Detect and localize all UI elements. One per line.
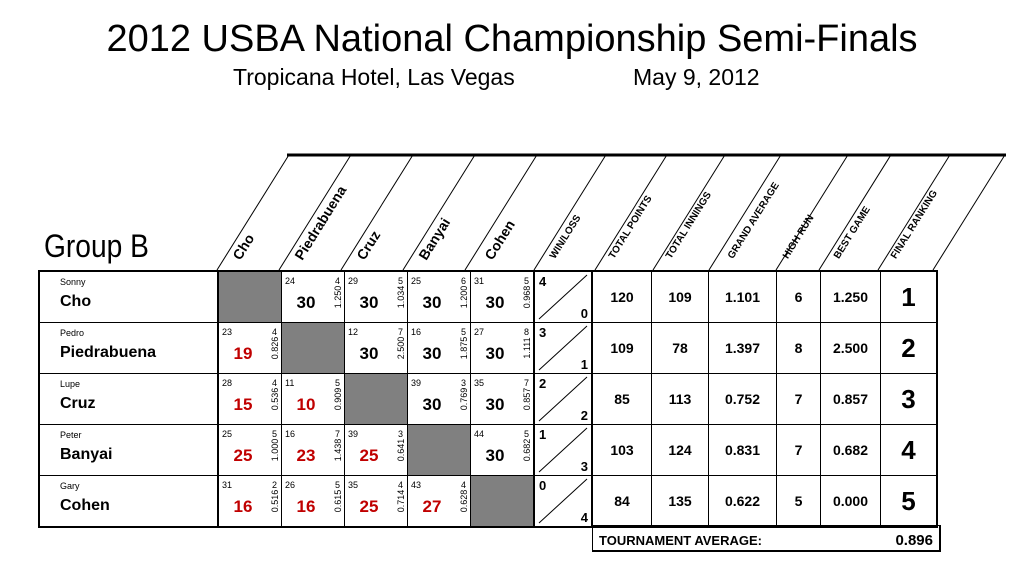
innings: 4: [397, 480, 403, 490]
innings: 5: [334, 378, 340, 388]
best-game: 1.250: [821, 271, 881, 323]
game-score: 23: [296, 446, 316, 465]
player-name-cell: [39, 425, 218, 476]
game-cell: [218, 323, 282, 374]
game-cell: [282, 476, 345, 528]
innings: 7: [397, 327, 403, 337]
game-average: 0.769: [459, 387, 469, 411]
opponent-score: 44: [474, 429, 485, 439]
column-header-player: Cohen: [480, 217, 518, 263]
wins: 1: [539, 427, 547, 442]
game-cell: [345, 323, 408, 374]
innings: 5: [334, 480, 340, 490]
player-last-name: Banyai: [60, 446, 113, 463]
game-score: 30: [359, 344, 379, 363]
game-score: 25: [359, 497, 379, 516]
table-row: [39, 425, 937, 476]
player-last-name: Cohen: [60, 497, 110, 514]
total-innings: 113: [652, 374, 709, 425]
opponent-score: 35: [348, 480, 359, 490]
win-loss-cell: [534, 323, 592, 374]
table-row: [39, 271, 937, 323]
player-last-name: Piedrabuena: [60, 344, 157, 361]
date-subtitle: May 9, 2012: [633, 64, 760, 90]
column-header-stat: TOTAL INNINGS: [663, 190, 714, 261]
column-header-stat: HIGH RUN: [780, 213, 817, 261]
losses: 3: [580, 459, 588, 474]
game-score: 30: [422, 293, 442, 312]
group-label: Group B: [44, 228, 149, 264]
column-header-player: Piedrabuena: [291, 182, 350, 263]
tournament-average-box: [592, 525, 941, 552]
game-average: 1.034: [396, 285, 406, 309]
opponent-score: 39: [348, 429, 359, 439]
game-score: 30: [485, 446, 505, 465]
blank-cell: [471, 476, 535, 528]
innings: 2: [271, 480, 277, 490]
wins: 2: [539, 376, 547, 391]
final-ranking: 4: [881, 425, 938, 476]
win-loss-cell: [534, 374, 592, 425]
final-ranking: 2: [881, 323, 938, 374]
player-name-cell: [39, 476, 218, 528]
column-header-player: Cruz: [353, 227, 384, 263]
opponent-score: 16: [411, 327, 422, 337]
player-name-cell: [39, 323, 218, 374]
game-score: 27: [422, 497, 442, 516]
page-title: 2012 USBA National Championship Semi-Finals: [106, 18, 918, 60]
game-cell: [408, 323, 471, 374]
column-header-stat: WIN/LOSS: [547, 213, 584, 261]
best-game: 0.000: [821, 476, 881, 528]
game-average: 0.628: [459, 489, 469, 513]
game-score: 30: [296, 293, 316, 312]
total-points: 85: [592, 374, 652, 425]
innings: 5: [397, 276, 403, 286]
opponent-score: 12: [348, 327, 359, 337]
innings: 5: [523, 276, 529, 286]
total-innings: 109: [652, 271, 709, 323]
game-score: 30: [485, 293, 505, 312]
innings: 4: [271, 378, 277, 388]
game-score: 30: [422, 395, 442, 414]
opponent-score: 16: [285, 429, 296, 439]
total-points: 84: [592, 476, 652, 528]
total-innings: 78: [652, 323, 709, 374]
table-row: [39, 374, 937, 425]
results-table: [38, 270, 938, 528]
column-header-stat: GRAND AVERAGE: [725, 180, 782, 261]
column-header-stat: FINAL RANKING: [888, 188, 940, 261]
game-score: 25: [359, 446, 379, 465]
game-average: 1.200: [459, 285, 469, 309]
player-last-name: Cho: [60, 293, 92, 310]
innings: 5: [271, 429, 277, 439]
tournament-average-label: TOURNAMENT AVERAGE:: [599, 533, 762, 548]
opponent-score: 35: [474, 378, 485, 388]
column-header-stat: BEST GAME: [831, 204, 873, 261]
game-cell: [408, 476, 471, 528]
game-average: 1.875: [459, 336, 469, 360]
losses: 0: [580, 306, 588, 321]
losses: 1: [580, 357, 588, 372]
game-cell: [471, 323, 535, 374]
grand-average: 1.101: [709, 271, 777, 323]
win-loss-cell: [534, 271, 592, 323]
blank-cell: [282, 323, 345, 374]
game-cell: [408, 271, 471, 323]
game-average: 2.500: [396, 336, 406, 360]
tournament-average-value: 0.896: [895, 532, 933, 549]
player-first-name: Gary: [60, 481, 80, 491]
final-ranking: 1: [881, 271, 938, 323]
game-cell: [345, 476, 408, 528]
blank-cell: [345, 374, 408, 425]
innings: 3: [460, 378, 466, 388]
opponent-score: 23: [222, 327, 233, 337]
table-row: [39, 476, 937, 528]
opponent-score: 31: [222, 480, 233, 490]
losses: 4: [580, 510, 588, 525]
game-average: 0.682: [522, 438, 532, 462]
best-game: 0.682: [821, 425, 881, 476]
game-score: 30: [485, 395, 505, 414]
column-header-player: Cho: [229, 230, 258, 263]
player-first-name: Peter: [60, 430, 82, 440]
innings: 4: [271, 327, 277, 337]
win-loss-cell: [534, 476, 592, 528]
opponent-score: 43: [411, 480, 422, 490]
innings: 7: [334, 429, 340, 439]
opponent-score: 25: [222, 429, 233, 439]
player-first-name: Pedro: [60, 328, 85, 338]
total-points: 120: [592, 271, 652, 323]
player-name-cell: [39, 271, 218, 323]
game-score: 16: [233, 497, 253, 516]
game-cell: [282, 374, 345, 425]
game-average: 0.536: [270, 387, 280, 411]
game-cell: [218, 476, 282, 528]
grand-average: 1.397: [709, 323, 777, 374]
game-cell: [345, 271, 408, 323]
innings: 4: [460, 480, 466, 490]
game-score: 10: [296, 395, 316, 414]
game-average: 0.615: [333, 489, 343, 513]
win-loss-cell: [534, 425, 592, 476]
game-score: 30: [485, 344, 505, 363]
opponent-score: 26: [285, 480, 296, 490]
game-cell: [471, 425, 535, 476]
losses: 2: [580, 408, 588, 423]
game-average: 0.826: [270, 336, 280, 360]
opponent-score: 39: [411, 378, 422, 388]
column-header-player: Banyai: [415, 215, 454, 263]
venue-subtitle: Tropicana Hotel, Las Vegas: [233, 64, 515, 90]
final-ranking: 5: [881, 476, 938, 528]
game-score: 16: [296, 497, 316, 516]
high-run: 8: [777, 323, 821, 374]
game-cell: [282, 271, 345, 323]
game-cell: [471, 271, 535, 323]
wins: 4: [539, 274, 547, 289]
game-cell: [282, 425, 345, 476]
game-average: 0.909: [333, 387, 343, 411]
innings: 5: [523, 429, 529, 439]
game-average: 1.438: [333, 438, 343, 462]
game-average: 1.111: [522, 337, 532, 359]
wins: 3: [539, 325, 547, 340]
grand-average: 0.752: [709, 374, 777, 425]
game-average: 0.857: [522, 387, 532, 411]
innings: 5: [460, 327, 466, 337]
total-innings: 124: [652, 425, 709, 476]
grand-average: 0.831: [709, 425, 777, 476]
game-score: 30: [422, 344, 442, 363]
final-ranking: 3: [881, 374, 938, 425]
innings: 3: [397, 429, 403, 439]
opponent-score: 28: [222, 378, 233, 388]
game-average: 0.516: [270, 489, 280, 513]
player-name-cell: [39, 374, 218, 425]
column-header-stat: TOTAL POINTS: [606, 193, 655, 261]
high-run: 7: [777, 425, 821, 476]
innings: 6: [460, 276, 466, 286]
game-score: 25: [233, 446, 253, 465]
game-score: 15: [233, 395, 253, 414]
game-average: 0.968: [522, 285, 532, 309]
grand-average: 0.622: [709, 476, 777, 528]
opponent-score: 29: [348, 276, 359, 286]
opponent-score: 27: [474, 327, 485, 337]
high-run: 6: [777, 271, 821, 323]
innings: 7: [523, 378, 529, 388]
game-average: 1.250: [333, 285, 343, 309]
opponent-score: 31: [474, 276, 485, 286]
player-first-name: Sonny: [60, 277, 86, 287]
wins: 0: [539, 478, 547, 493]
opponent-score: 25: [411, 276, 422, 286]
game-average: 1.000: [270, 438, 280, 462]
table-row: [39, 323, 937, 374]
game-average: 0.714: [396, 489, 406, 513]
innings: 4: [334, 276, 340, 286]
game-cell: [218, 374, 282, 425]
game-cell: [408, 374, 471, 425]
total-points: 109: [592, 323, 652, 374]
blank-cell: [218, 271, 282, 323]
game-cell: [345, 425, 408, 476]
opponent-score: 11: [285, 378, 295, 388]
blank-cell: [408, 425, 471, 476]
best-game: 0.857: [821, 374, 881, 425]
high-run: 7: [777, 374, 821, 425]
total-innings: 135: [652, 476, 709, 528]
game-score: 30: [359, 293, 379, 312]
game-average: 0.641: [396, 438, 406, 462]
innings: 8: [523, 327, 529, 337]
game-cell: [471, 374, 535, 425]
player-first-name: Lupe: [60, 379, 81, 389]
opponent-score: 24: [285, 276, 296, 286]
player-last-name: Cruz: [60, 395, 96, 412]
high-run: 5: [777, 476, 821, 528]
best-game: 2.500: [821, 323, 881, 374]
game-cell: [218, 425, 282, 476]
game-score: 19: [233, 344, 253, 363]
total-points: 103: [592, 425, 652, 476]
